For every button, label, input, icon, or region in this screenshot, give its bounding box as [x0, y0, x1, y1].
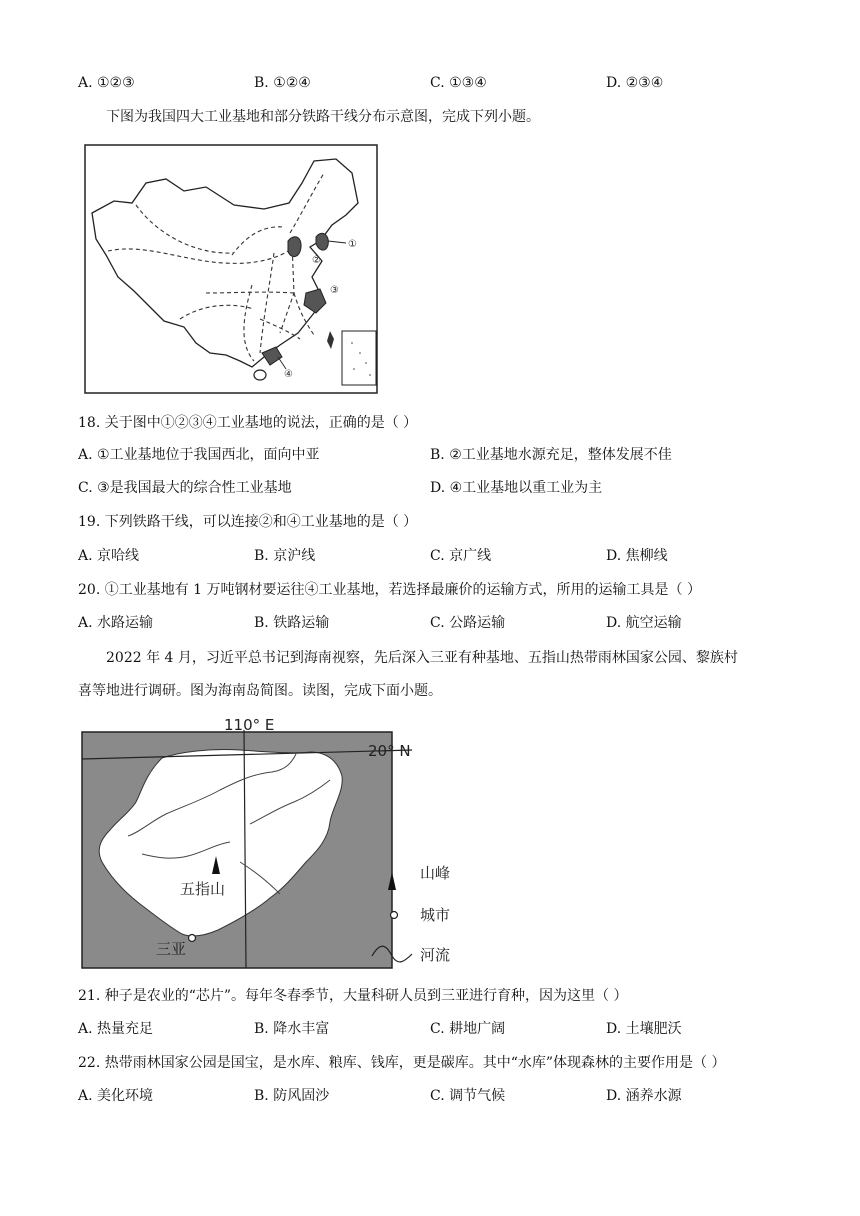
industrial-base-2: [288, 237, 301, 257]
industrial-base-1: [316, 233, 328, 250]
hainan-island-map: [80, 712, 490, 974]
china-industrial-map: [84, 143, 380, 395]
q22-option-a[interactable]: A. 美化环境: [78, 1088, 154, 1104]
longitude-label: 110° E: [224, 716, 275, 734]
q20-option-d[interactable]: D. 航空运输: [606, 615, 682, 631]
city-label: 三亚: [156, 940, 187, 958]
q18-option-b[interactable]: B. ②工业基地水源充足，整体发展不佳: [430, 447, 672, 463]
q22-stem: 22. 热带雨林国家公园是国宝，是水库、粮库、钱库，更是碳库。其中“水库”体现森林的主要作用是（ ）: [78, 1055, 726, 1071]
q18-option-a[interactable]: A. ①工业基地位于我国西北，面向中亚: [78, 447, 320, 463]
legend-city-icon: [391, 912, 398, 919]
q18-stem: 18. 关于图中①②③④工业基地的说法，正确的是（ ）: [78, 415, 418, 431]
q17-option-c[interactable]: C. ①③④: [430, 75, 487, 91]
intro-industry-map: 下图为我国四大工业基地和部分铁路干线分布示意图，完成下列小题。: [106, 109, 540, 125]
map1-label-3: ③: [330, 285, 339, 296]
peak-label: 五指山: [180, 880, 226, 898]
q21-option-c[interactable]: C. 耕地广阔: [430, 1021, 506, 1037]
q20-option-a[interactable]: A. 水路运输: [78, 615, 154, 631]
q17-option-b[interactable]: B. ①②④: [254, 75, 311, 91]
q19-option-a[interactable]: A. 京哈线: [78, 548, 140, 564]
map1-label-4: ④: [284, 369, 293, 380]
q22-option-b[interactable]: B. 防风固沙: [254, 1088, 330, 1104]
q22-option-d[interactable]: D. 涵养水源: [606, 1088, 682, 1104]
sanya-city-icon: [189, 935, 196, 942]
legend-peak-label: 山峰: [420, 864, 451, 882]
q19-option-d[interactable]: D. 焦柳线: [606, 548, 668, 564]
south-china-sea-inset: [342, 331, 376, 385]
map1-frame: [85, 145, 377, 393]
q17-option-d[interactable]: D. ②③④: [606, 75, 664, 91]
q20-option-c[interactable]: C. 公路运输: [430, 615, 506, 631]
legend-river-label: 河流: [420, 946, 451, 964]
map1-label-1: ①: [348, 239, 357, 250]
q19-option-c[interactable]: C. 京广线: [430, 548, 492, 564]
q21-option-d[interactable]: D. 土壤肥沃: [606, 1021, 682, 1037]
q18-option-c[interactable]: C. ③是我国最大的综合性工业基地: [78, 480, 292, 496]
q20-stem: 20. ①工业基地有 1 万吨钢材要运往④工业基地，若选择最廉价的运输方式，所用的运输工具是（ ）: [78, 582, 701, 598]
legend-city-label: 城市: [420, 906, 451, 924]
q21-option-a[interactable]: A. 热量充足: [78, 1021, 154, 1037]
latitude-label: 20° N: [368, 742, 411, 760]
map1-label-2: ②: [312, 255, 321, 266]
q19-option-b[interactable]: B. 京沪线: [254, 548, 316, 564]
q20-option-b[interactable]: B. 铁路运输: [254, 615, 330, 631]
q21-stem: 21. 种子是农业的“芯片”。每年冬春季节，大量科研人员到三亚进行育种，因为这里（ ）: [78, 988, 628, 1004]
intro-hainan-line2: 喜等地进行调研。图为海南岛简图。读图，完成下面小题。: [78, 683, 442, 699]
q22-option-c[interactable]: C. 调节气候: [430, 1088, 506, 1104]
q21-option-b[interactable]: B. 降水丰富: [254, 1021, 330, 1037]
intro-hainan-line1: 2022 年 4 月，习近平总书记到海南视察，先后深入三亚有种基地、五指山热带雨林国家公园、黎族村: [106, 650, 738, 666]
q18-option-d[interactable]: D. ④工业基地以重工业为主: [430, 480, 603, 496]
q19-stem: 19. 下列铁路干线，可以连接②和④工业基地的是（ ）: [78, 514, 418, 530]
q17-option-a[interactable]: A. ①②③: [78, 75, 135, 91]
